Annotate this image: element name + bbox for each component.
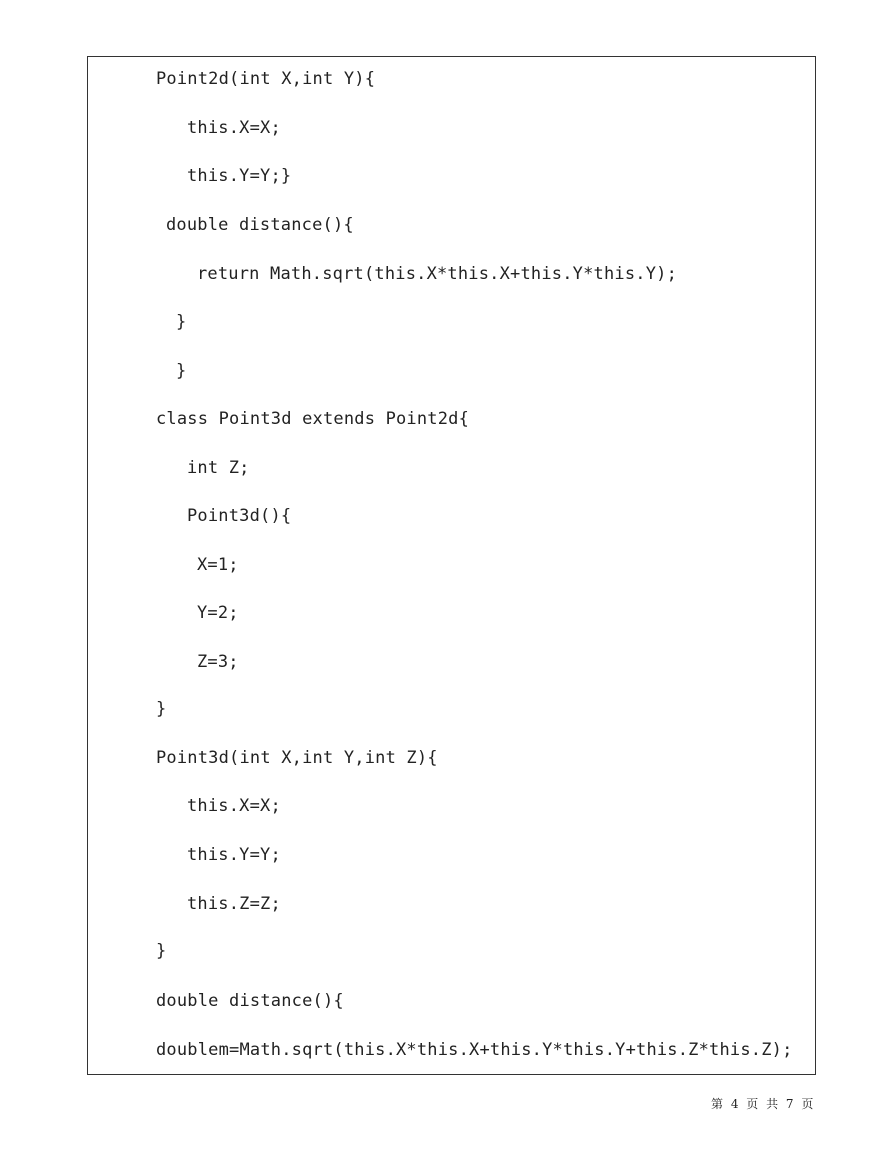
code-line: this.Y=Y;} [187,166,292,186]
code-line: double distance(){ [166,215,354,235]
code-line: } [156,941,167,961]
code-line: int Z; [187,458,250,478]
code-line: this.X=X; [187,118,281,138]
code-line: } [176,312,187,332]
code-line: Point2d(int X,int Y){ [156,69,376,89]
code-line: Z=3; [197,652,239,672]
code-line: this.Y=Y; [187,845,281,865]
code-line: return Math.sqrt(this.X*this.X+this.Y*this.Y); [197,264,678,284]
code-line: X=1; [197,555,239,575]
code-line: class Point3d extends Point2d{ [156,409,470,429]
code-line: Point3d(){ [187,506,292,526]
code-line: double distance(){ [156,991,344,1011]
code-line: this.Z=Z; [187,894,281,914]
code-line: this.X=X; [187,796,281,816]
code-line: doublem=Math.sqrt(this.X*this.X+this.Y*this.Y+this.Z*this.Z); [156,1040,793,1060]
page-number-footer: 第 4 页 共 7 页 [711,1097,816,1111]
code-line: } [156,699,167,719]
code-line: } [176,361,187,381]
code-line: Point3d(int X,int Y,int Z){ [156,748,438,768]
code-line: Y=2; [197,603,239,623]
